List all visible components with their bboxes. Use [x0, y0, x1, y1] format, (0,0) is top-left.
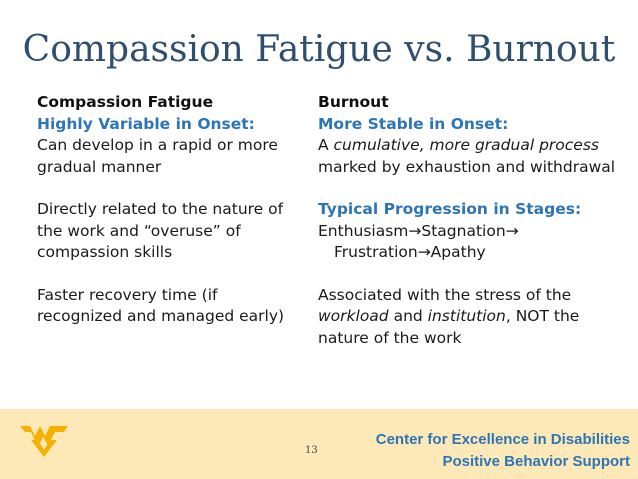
wv-logo-upper-w	[20, 426, 68, 447]
stages-line-2: Frustration→Apathy	[334, 243, 486, 261]
onset-text-emphasis: cumulative, more gradual process	[333, 136, 599, 154]
stress-text-a: Associated with the stress of the	[318, 285, 572, 304]
compassion-fatigue-column	[37, 92, 307, 328]
onset-subheading-left: Highly Variable in Onset:	[37, 114, 255, 133]
stages-line-1: Enthusiasm→Stagnation→	[318, 221, 519, 240]
recovery-text: Faster recovery time (if recognized and managed early)	[37, 285, 285, 325]
stages-subheading: Typical Progression in Stages:	[318, 200, 582, 218]
stress-text-c: , NOT the nature of the work	[318, 307, 580, 347]
burnout-column	[318, 92, 633, 349]
program-name: Positive Behavior Support	[442, 453, 630, 470]
page-number: 13	[305, 445, 318, 456]
work-relation-text: Directly related to the nature of the work and “overuse” of compassion skills	[37, 200, 284, 261]
wv-logo-lower-v	[31, 440, 57, 457]
onset-description-left: Can develop in a rapid or more gradual manner	[37, 136, 278, 176]
stress-text-institution: institution	[427, 307, 506, 325]
slide-title: Compassion Fatigue vs. Burnout	[22, 29, 616, 70]
onset-text-a: A	[318, 136, 334, 154]
onset-description-right	[318, 135, 633, 178]
center-name: Center for Excellence in Disabilities	[375, 431, 630, 448]
stress-association-text	[318, 285, 633, 350]
burnout-heading: Burnout	[318, 93, 389, 111]
wv-logo-icon	[20, 423, 70, 457]
stress-text-b: and	[388, 307, 428, 325]
onset-subheading-right: More Stable in Onset:	[318, 114, 509, 133]
stress-text-workload: workload	[318, 307, 389, 325]
compassion-fatigue-heading: Compassion Fatigue	[37, 93, 214, 111]
onset-text-b: marked by exhaustion and withdrawal	[318, 157, 616, 176]
